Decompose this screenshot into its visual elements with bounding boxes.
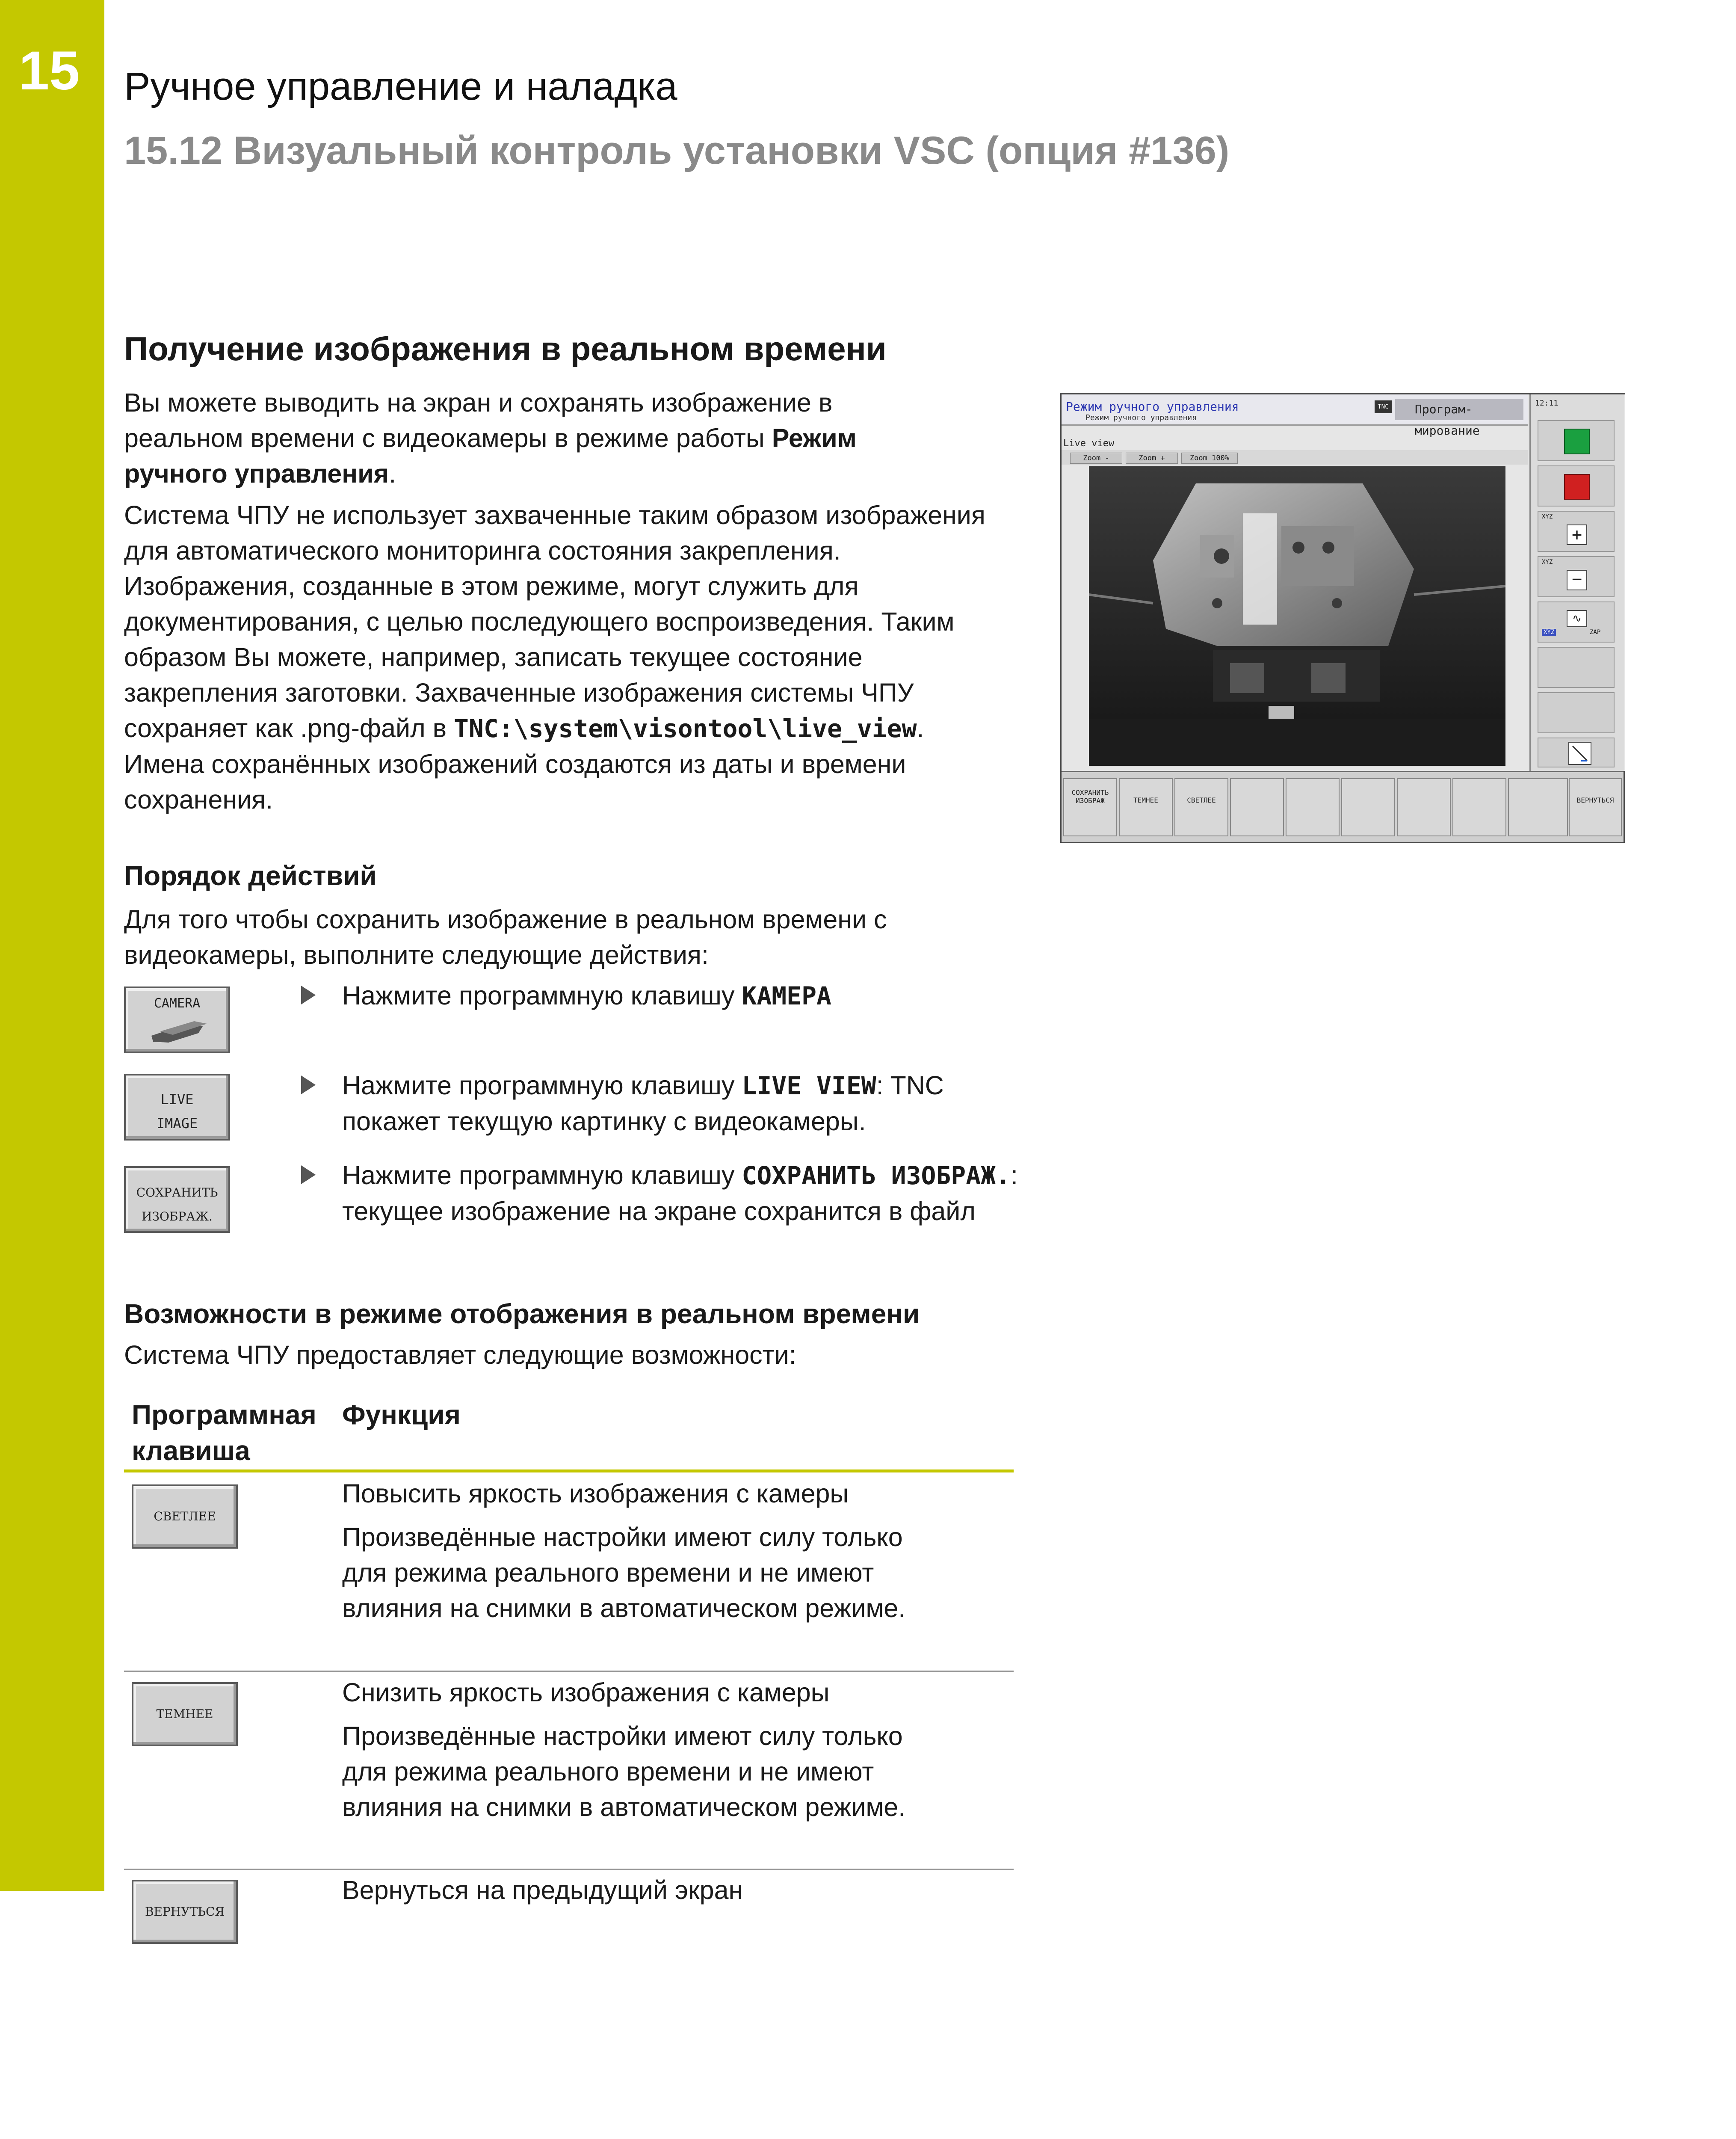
live-image-heading: Получение изображения в реальном времени (124, 330, 887, 367)
minus-icon: − (1567, 570, 1587, 590)
side-label-1: XYZ (1542, 513, 1553, 520)
empty-right-key-2[interactable] (1538, 692, 1615, 733)
empty-right-key-1[interactable] (1538, 647, 1615, 688)
override-dial-icon (1568, 742, 1591, 765)
camera-image (1089, 466, 1505, 766)
live-image-para2 (124, 498, 992, 818)
camera-image-picture (1089, 466, 1505, 766)
arrow-icon (301, 1165, 316, 1184)
para1-part-a: Вы можете выводить на экран и сохранять изображение в (124, 388, 833, 417)
zoom-minus-button[interactable]: Zoom - (1070, 453, 1122, 464)
save-image-softkey-line2: ИЗОБРАЖ. (142, 1209, 213, 1224)
bottom-softkey-empty-5[interactable] (1452, 778, 1506, 836)
step-1-key: КАМЕРА (742, 981, 831, 1010)
feed-override-key[interactable] (1538, 738, 1615, 767)
screenshot-topbar (1062, 394, 1528, 438)
screenshot-clock: 12:11 (1535, 399, 1559, 408)
screenshot-bottom-softkeys (1062, 771, 1624, 842)
para2-part-a: Система ЧПУ не использует захваченные таким образом изображения для автоматического мониторинга состояния закрепления. Изображения, созданные в этом режиме, могут служить для документирования, с целью последующего воспроизведения. Таким образом Вы можете, например, записать текущее состояние закрепления заготовки. Захваченные изображения системы ЧПУ сохраняет как .png-файл в (124, 501, 985, 743)
tnc-badge: TNC (1375, 400, 1392, 413)
camera-icon (143, 1014, 211, 1044)
screenshot-mode-title: Режим ручного управления (1066, 400, 1239, 414)
spindle-on-key[interactable] (1538, 420, 1615, 461)
bottom-softkey-empty-6[interactable] (1508, 778, 1568, 836)
brightness-plus-key[interactable] (1538, 511, 1615, 552)
zoom-plus-button[interactable]: Zoom + (1126, 453, 1178, 464)
step-2 (304, 1068, 1031, 1139)
screenshot-program-tab[interactable]: Програм- мирование (1395, 399, 1523, 420)
bottom-softkey-back[interactable]: ВЕРНУТЬСЯ (1569, 778, 1622, 836)
live-image-para1 (124, 385, 962, 492)
brighter-softkey[interactable]: СВЕТЛЕЕ (132, 1484, 238, 1549)
camera-softkey-label: CAMERA (154, 996, 201, 1011)
bottom-softkey-save[interactable]: СОХРАНИТЬ ИЗОБРАЖ (1063, 778, 1117, 836)
step-3 (304, 1158, 1031, 1229)
para2-part-b: . Имена сохранённых изображений создаются из даты и времени сохранения. (124, 714, 924, 814)
procedure-heading: Порядок действий (124, 860, 377, 891)
wave-icon: ∿ (1567, 610, 1587, 627)
bottom-softkey-empty-2[interactable] (1286, 778, 1340, 836)
bottom-softkey-empty-4[interactable] (1397, 778, 1451, 836)
step-2-key: LIVE VIEW (742, 1071, 876, 1100)
row-2-title: Снизить яркость изображения с камеры (342, 1678, 830, 1707)
save-image-softkey-line1: СОХРАНИТЬ (136, 1185, 218, 1200)
save-image-softkey[interactable] (124, 1166, 230, 1233)
spindle-off-key[interactable] (1538, 465, 1615, 507)
bottom-softkey-empty-1[interactable] (1230, 778, 1284, 836)
section-title: 15.12 Визуальный контроль установки VSC (опция #136) (124, 129, 1230, 172)
arrow-icon (301, 986, 316, 1004)
table-header-softkey-line1: Программная (132, 1399, 316, 1430)
para1-part-b: реальном времени с видеокамеры в режиме работы (124, 424, 772, 453)
wave-key[interactable] (1538, 601, 1615, 643)
bottom-softkey-darker[interactable]: ТЕМНЕЕ (1119, 778, 1173, 836)
row-1-note: Произведённые настройки имеют силу только для режима реального времени и не имеют влияния на снимки в автоматическом режиме. (342, 1523, 906, 1623)
step-1 (304, 978, 1031, 1014)
row-3-title: Вернуться на предыдущий экран (342, 1875, 743, 1905)
arrow-icon (301, 1075, 316, 1094)
row-separator (124, 1869, 1014, 1870)
step-2-text-a: Нажмите программную клавишу (342, 1071, 742, 1100)
override-dial-svg (1569, 743, 1591, 764)
step-1-text-a: Нажмите программную клавишу (342, 981, 742, 1010)
chapter-sidebar (0, 0, 104, 1891)
table-header-rule (124, 1469, 1014, 1472)
red-stop-icon (1564, 474, 1590, 500)
step-3-key: СОХРАНИТЬ ИЗОБРАЖ. (742, 1161, 1011, 1190)
back-softkey[interactable]: ВЕРНУТЬСЯ (132, 1880, 238, 1944)
live-image-softkey[interactable] (124, 1074, 230, 1141)
options-heading: Возможности в режиме отображения в реальном времени (124, 1298, 920, 1329)
brightness-minus-key[interactable] (1538, 556, 1615, 597)
row-separator (124, 1671, 1014, 1672)
row-1-title: Повысить яркость изображения с камеры (342, 1479, 849, 1508)
camera-softkey[interactable] (124, 987, 230, 1053)
step-3-text (342, 1158, 1031, 1229)
side-label-2: XYZ (1542, 559, 1553, 566)
step-1-text (342, 978, 1031, 1014)
step-3-text-b: : текущее изображение на экране сохранится в файл (342, 1161, 1018, 1226)
green-start-icon (1564, 429, 1590, 454)
tnc-screenshot (1060, 393, 1625, 843)
side-label-4: ZAP (1590, 629, 1601, 636)
screenshot-zoom-bar (1062, 450, 1528, 465)
bottom-softkey-brighter[interactable]: СВЕТЛЕЕ (1174, 778, 1228, 836)
para1-end: . (389, 459, 396, 488)
chapter-title: Ручное управление и наладка (124, 65, 677, 108)
plus-icon: + (1567, 524, 1587, 545)
options-intro: Система ЧПУ предоставляет следующие возможности: (124, 1340, 796, 1369)
procedure-intro: Для того чтобы сохранить изображение в реальном времени с видеокамеры, выполните следующие действия: (124, 905, 887, 969)
step-2-text-b: : TNC покажет текущую картинку с видеокамеры. (342, 1071, 944, 1136)
table-header-softkey-line2: клавиша (132, 1435, 250, 1466)
chapter-number: 15 (19, 40, 80, 101)
table-header-softkey (132, 1397, 316, 1469)
side-label-3: XYZ (1542, 629, 1556, 636)
para2-path: TNC:\system\visontool\live_view (454, 714, 917, 743)
zoom-100-button[interactable]: Zoom 100% (1181, 453, 1238, 464)
screenshot-right-softkeys (1529, 394, 1625, 771)
live-image-softkey-line2: IMAGE (156, 1115, 198, 1132)
darker-softkey[interactable]: ТЕМНЕЕ (132, 1682, 238, 1746)
table-header-function: Функция (342, 1399, 461, 1430)
screenshot-sub-title: Режим ручного управления (1085, 413, 1197, 422)
screenshot-live-view-label: Live view (1063, 438, 1115, 449)
bottom-softkey-empty-3[interactable] (1341, 778, 1395, 836)
step-3-text-a: Нажмите программную клавишу (342, 1161, 742, 1190)
live-image-softkey-line1: LIVE (160, 1091, 194, 1108)
row-2-note: Произведённые настройки имеют силу только для режима реального времени и не имеют влияния на снимки в автоматическом режиме. (342, 1721, 906, 1822)
para1-bold: Режим ручного управления (124, 424, 857, 488)
step-2-text (342, 1068, 1031, 1139)
